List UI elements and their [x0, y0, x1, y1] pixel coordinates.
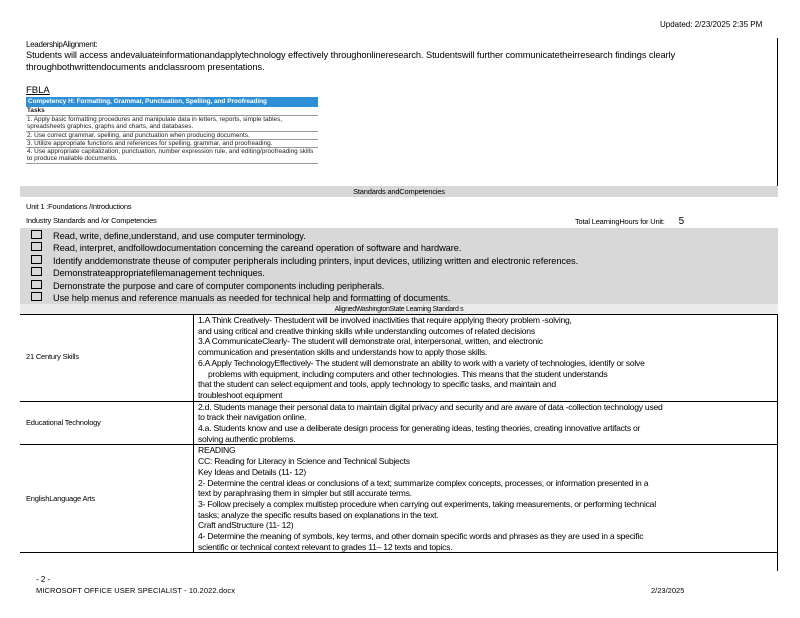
table-right-border	[777, 314, 778, 571]
row-line: 6.A Apply TechnologyEffectively- The student will demonstrate an ability to work with a variety of technologies, identify or solve	[198, 357, 645, 368]
fbla-task: 2. Use correct grammar, spelling, and punctuation when producing documents.	[26, 132, 318, 140]
row-label: 21 Century Skills	[26, 352, 79, 362]
list-item	[31, 255, 778, 267]
leadership-label: LeadershipAlignment:	[26, 40, 98, 49]
competency-list	[20, 228, 778, 304]
checkbox-icon	[31, 242, 42, 251]
learning-hours-label: Total LearningHours for Unit:	[575, 217, 665, 226]
row-line: problems with equipment, including computers and other technologies. This means that the student understands	[208, 368, 608, 379]
row-line: CC: Reading for Literacy in Science and Technical Subjects	[198, 456, 410, 467]
document-filename: MICROSOFT OFFICE USER SPECIALIST - 10.2022.docx	[36, 586, 236, 595]
row-line: 2.d. Students manage their personal data to maintain digital privacy and security and are aware of data -collection technology used	[198, 401, 663, 412]
list-item	[31, 292, 778, 304]
row-line: scientific or technical context relevant to grades 11– 12 texts and topics.	[198, 541, 453, 552]
fbla-competency-box	[26, 97, 318, 164]
learning-hours	[575, 216, 684, 227]
leadership-text: Students will access andevaluateinformationandapplytechnology effectively throughonlineresearch. Studentswill further communicatetheirresearch findings clearly throughbothwrittendocuments andclassroom presentations.	[26, 50, 676, 72]
updated-timestamp: Updated: 2/23/2025 2:35 PM	[660, 20, 763, 29]
competency-list-box	[20, 228, 778, 304]
row-line: 4.a. Students know and use a deliberate design process for generating ideas, testing theories, creating innovative artifacts or	[198, 423, 641, 434]
page-number: - 2 -	[36, 575, 51, 584]
checkbox-icon	[31, 230, 42, 239]
competency-text: Demonstrateappropriatefilemanagement techniques.	[53, 268, 265, 279]
fbla-task: 4. Use appropriate capitalization, punctuation, number expression rule, and editing/proofreading skills to produce mailable documents.	[26, 148, 318, 164]
row-label: EnglishLanguage Arts	[26, 493, 95, 503]
standards-table	[20, 314, 778, 553]
aligned-standards-header: AlignedWashingtonState Learning Standard s	[20, 304, 778, 315]
table-row	[20, 315, 778, 402]
checkbox-icon	[31, 292, 42, 301]
checkbox-icon	[31, 280, 42, 289]
row-line: 1.A Think Creatively- Thestudent will be involved inactivities that require applying theory problem -solving,	[198, 315, 572, 325]
list-item	[31, 230, 778, 242]
row-line: 2- Determine the central ideas or conclusions of a text; summarize complex concepts, processes, or information presented in a	[198, 477, 649, 488]
table-row	[20, 401, 778, 445]
row-line: tasks; analyze the specific results based on explanations in the text.	[198, 509, 439, 520]
list-item	[31, 280, 778, 292]
row-line: Craft andStructure (11- 12)	[198, 520, 294, 531]
competency-text: Read, write, define,understand, and use computer terminology.	[53, 231, 306, 241]
fbla-task: 1. Apply basic formatting procedures and manipulate data in letters, reports, simple tables, spreadsheets graphics, graphs and charts, and databases.	[26, 116, 318, 132]
learning-hours-value: 5	[678, 216, 685, 227]
fbla-competency-title: Competency H: Formatting, Grammar, Punctuation, Spelling, and Proofreading	[26, 97, 318, 107]
right-border-top	[777, 38, 778, 186]
fbla-heading: FBLA	[26, 85, 50, 96]
row-content	[194, 315, 779, 402]
fbla-tasks-label: Tasks	[26, 107, 318, 116]
row-label: Educational Technology	[26, 417, 101, 427]
checkbox-icon	[31, 267, 42, 276]
row-content	[194, 401, 779, 445]
row-line: 4- Determine the meaning of symbols, key terms, and other domain specific words and phrases as they are used in a specific	[198, 531, 644, 542]
row-content	[194, 445, 779, 553]
competency-text: Demonstrate the purpose and care of computer components including peripherals.	[53, 280, 385, 291]
standards-competencies-bar: Standards andCompetencies	[20, 186, 778, 197]
row-line: communication and presentation skills and understands how to apply those skills.	[198, 347, 488, 358]
row-line: 3- Follow precisely a complex multistep procedure when carrying out experiments, taking measurements, or performing technical	[198, 498, 656, 509]
list-item	[31, 242, 778, 254]
row-line: troubleshoot equipment	[198, 389, 283, 400]
row-line: solving authentic problems.	[198, 433, 296, 444]
row-line: text by paraphrasing them in simpler but still accurate terms.	[198, 488, 412, 499]
industry-standards-line	[26, 216, 778, 225]
checkbox-icon	[31, 255, 42, 264]
row-line: and using critical and creative thinking skills while understanding outcomes of related decisions	[198, 325, 535, 336]
leadership-section	[26, 40, 771, 73]
row-line: 3.A CommunicateClearly- The student will demonstrate oral, interpersonal, written, and electronic	[198, 336, 543, 347]
footer-date: 2/23/2025	[651, 586, 685, 595]
list-item	[31, 267, 778, 279]
row-line: that the student can select equipment and tools, apply technology to specific tasks, and maintain and	[198, 379, 556, 390]
fbla-task: 3. Utilize appropriate functions and references for spelling, grammar, and proofreading.	[26, 140, 318, 148]
competency-text: Identify anddemonstrate theuse of computer peripherals including printers, input devices, utilizing written and electronic references.	[53, 255, 579, 266]
competency-text: Use help menus and reference manuals as needed for technical help and formatting of documents.	[53, 293, 451, 304]
industry-label: Industry Standards and /or Competencies	[26, 216, 157, 225]
unit-title: Unit 1 :Foundations /Introductions	[26, 202, 132, 211]
row-line: to track their navigation online.	[198, 412, 307, 423]
row-line: READING	[198, 445, 236, 456]
table-row	[20, 445, 778, 553]
row-line: Key Ideas and Details (11- 12)	[198, 466, 306, 477]
competency-text: Read, interpret, andfollowdocumentation concerning the careand operation of software and hardware.	[53, 243, 462, 254]
